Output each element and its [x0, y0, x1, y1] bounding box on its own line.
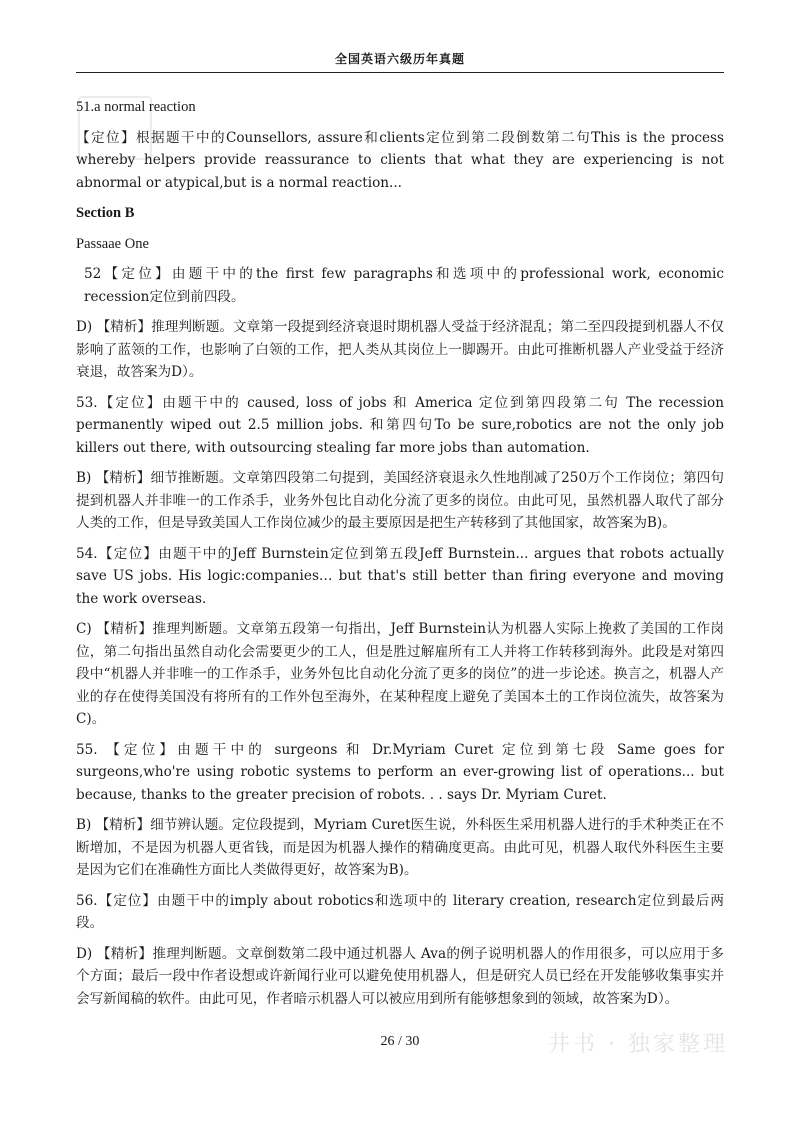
analysis-52: D) 【精析】推理判断题。文章第一段提到经济衰退时期机器人受益于经济混乱；第二至四段提到机器人不仅影响了蓝领的工作，也影响了白领的工作，把人类从其岗位上一脚踢开。由此可推断机器人产业受益于经济衰退，故答案为D）。 — [76, 319, 724, 380]
document-body — [76, 96, 724, 1018]
page-header-title: 全国英语六级历年真题 — [334, 52, 465, 66]
header-rule — [76, 72, 724, 73]
page-number: 26 / 30 — [380, 1034, 420, 1049]
passage-one-heading: Passaae One — [76, 235, 149, 252]
analysis-56: D) 【精析】推理判断题。文章倒数第二段中通过机器人 Ava的例子说明机器人的作用很多，可以应用于多个方面；最后一段中作者设想或许新闻行业可以避免使用机器人，但是研究人员已经在开发能够收集事实并会写新闻稿的软件。由此可见，作者暗示机器人可以被应用到所有能够想象到的领域，故答案为D）。 — [76, 945, 724, 1007]
locate-51: 【定位】根据题干中的Counsellors, assure和clients定位到第二段倒数第二句This is the process whereby helpers provide reassurance to clients that what they are experiencing is not abnormal or atypical,but is a normal reaction... — [76, 129, 724, 191]
answer-51: 51.a normal reaction — [76, 99, 196, 115]
locate-54: 54.【定位】由题干中的Jeff Burnstein定位到第五段Jeff Burnstein... argues that robots actually save US jobs. His logic:companies… but that's still better than firing everyone and moving the work overseas. — [76, 545, 724, 607]
locate-55: 55. 【定位】由题干中的 surgeons 和 Dr.Myriam Curet 定位到第七段 Same goes for surgeons,who're using robotic systems to perform an ever-growing list of operations... but because, thanks to the greater precision of robots. . . says Dr. Myriam Curet. — [76, 741, 724, 803]
locate-52: 52【定位】由题干中的the first few paragraphs和选项中的professional work, economic recession定位到前四段。 — [84, 266, 724, 305]
section-b-heading: Section B — [76, 205, 135, 221]
locate-56: 56.【定位】由题干中的imply about robotics和选项中的 literary creation, research定位到最后两段。 — [76, 892, 724, 931]
analysis-55: B) 【精析】细节辨认题。定位段提到，Myriam Curet医生说，外科医生采用机器人进行的手术种类正在不断增加，不是因为机器人更省钱，而是因为机器人操作的精确度更高。由此可见，机器人取代外科医生主要是因为它们在准确性方面比人类做得更好，故答案为B)。 — [76, 817, 724, 878]
watermark-text: 井书 · 独家整理 — [548, 1032, 728, 1057]
locate-53: 53.【定位】由题干中的 caused, loss of jobs 和 America 定位到第四段第二句 The recession permanently wiped out 2.5 million jobs. 和第四句To be sure,robotics are not the only job killers out there, with outsourcing stealing far more jobs than automation. — [76, 394, 724, 456]
analysis-54: C) 【精析】推理判断题。文章第五段第一句指出，Jeff Burnstein认为机器人实际上挽救了美国的工作岗位，第二句指出虽然自动化会需要更少的工人，但是胜过解雇所有工人并将工作转移到海外。此段是对第四段中“机器人并非唯一的工作杀手，业务外包比自动化分流了更多的岗位”的进一步论述。换言之，机器人产业的存在使得美国没有将所有的工作外包至海外，在某种程度上避免了美国本土的工作岗位流失，故答案为C)。 — [76, 621, 724, 727]
analysis-53: B) 【精析】细节推断题。文章第四段第二句提到，美国经济衰退永久性地削减了250万个工作岗位；第四句提到机器人并非唯一的工作杀手，业务外包比自动化分流了更多的岗位。由此可见，虽然机器人取代了部分人类的工作，但是导致美国人工作岗位减少的最主要原因是把生产转移到了其他国家，故答案为B)。 — [76, 470, 724, 531]
